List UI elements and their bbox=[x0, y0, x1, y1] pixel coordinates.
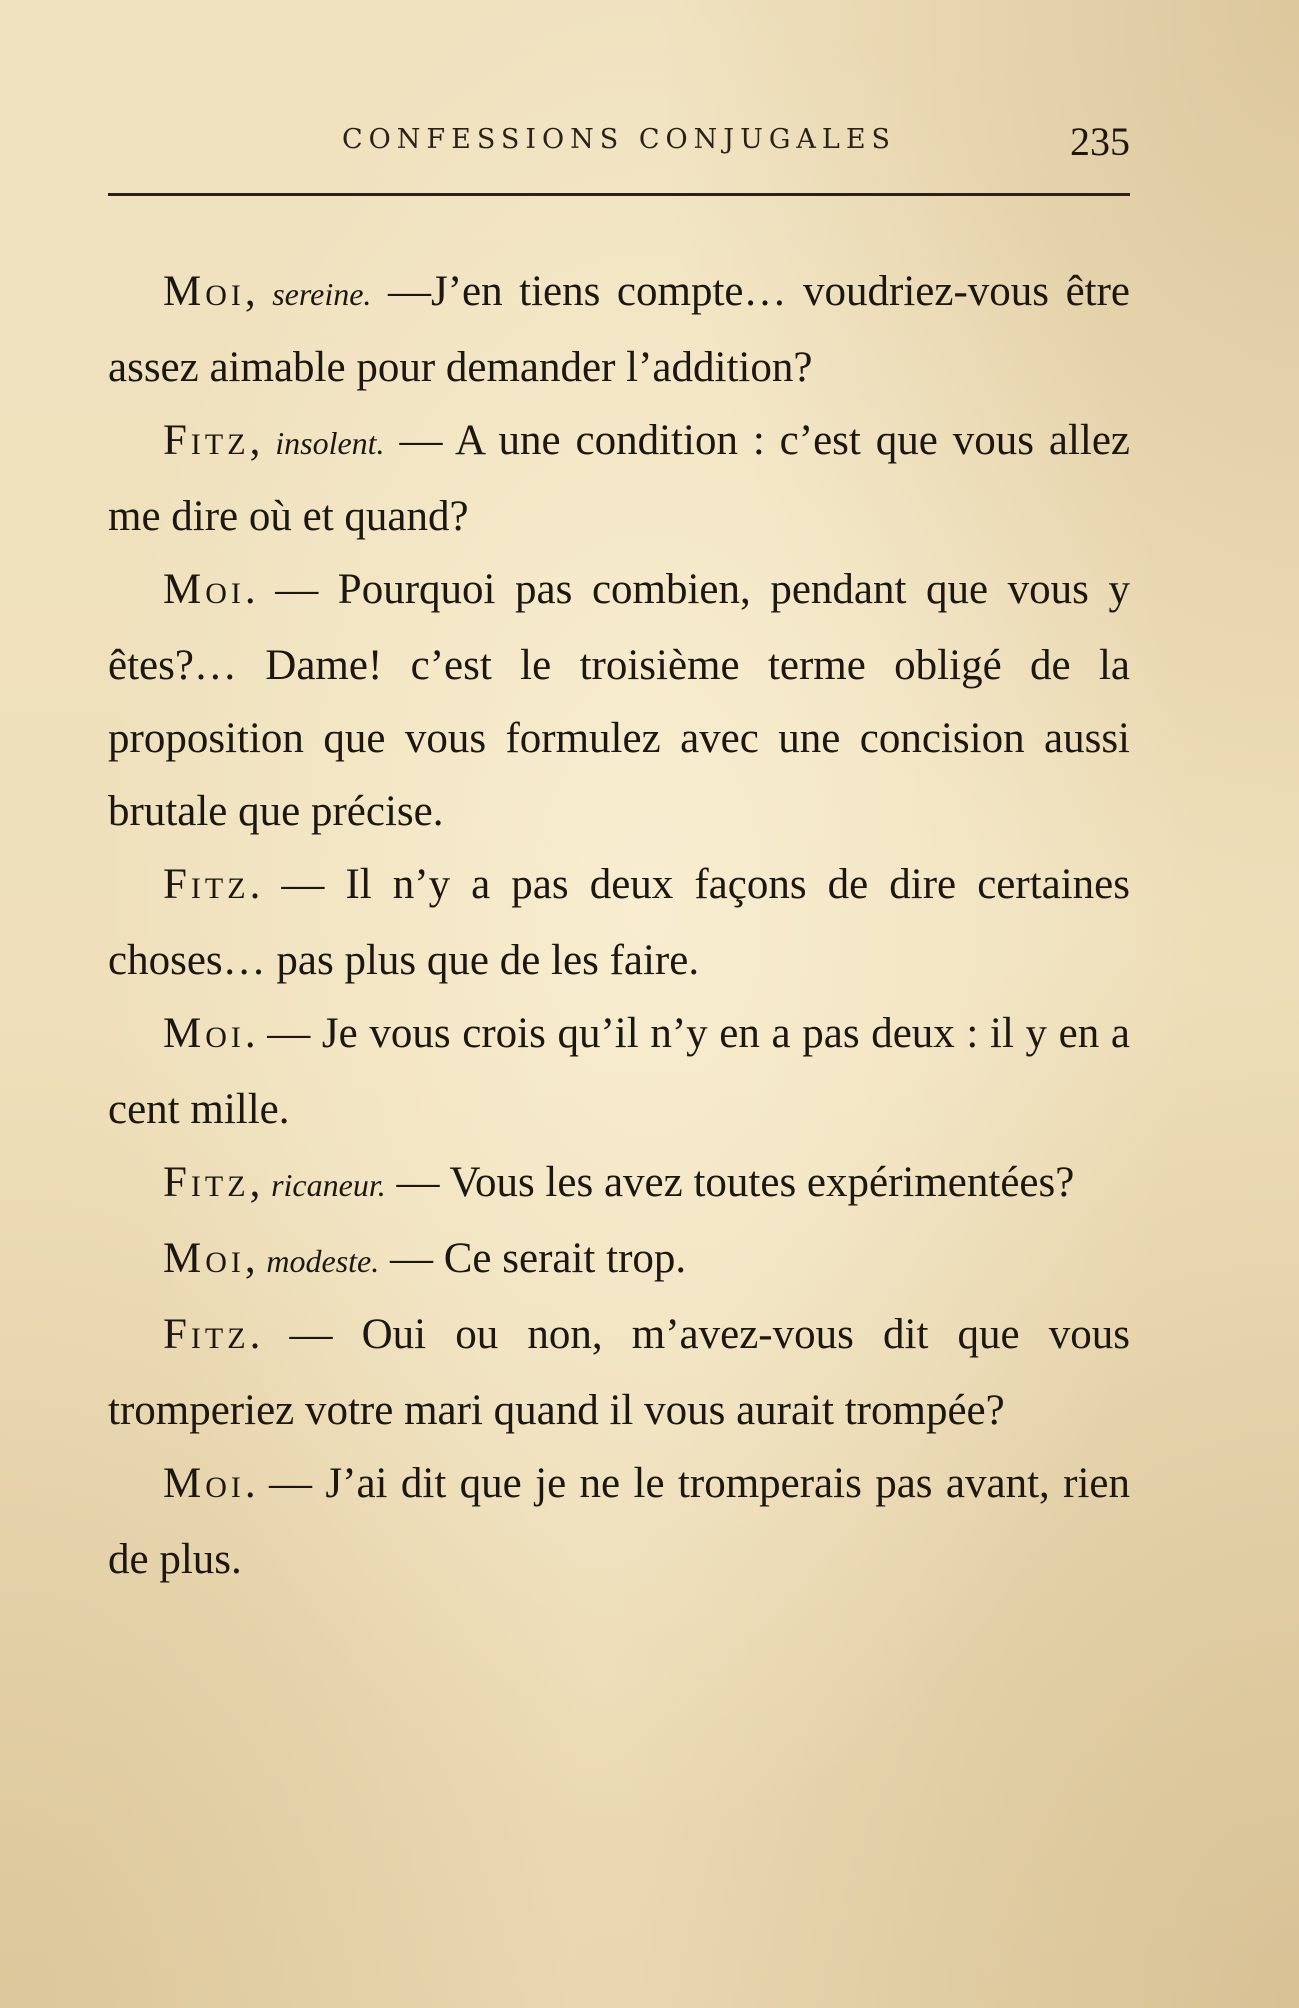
paragraph bbox=[108, 553, 1130, 848]
separator: , bbox=[249, 1159, 272, 1206]
speaker-name: Fitz bbox=[163, 417, 250, 464]
paragraph bbox=[108, 255, 1130, 404]
page-header bbox=[108, 118, 1130, 168]
stage-direction: modeste. bbox=[266, 1243, 380, 1279]
speaker-name: Fitz bbox=[163, 861, 250, 908]
separator: , bbox=[244, 268, 273, 315]
speaker-name: Moi bbox=[163, 1460, 245, 1507]
speaker-name: Moi bbox=[163, 1235, 245, 1282]
dialogue-text: . — Il n’y a pas deux façons de dire certaines choses… pas plus que de les faire. bbox=[108, 861, 1130, 984]
paragraph bbox=[108, 1222, 1130, 1298]
dialogue-text: . — Pourquoi pas combien, pendant que vous y êtes?… Dame! c’est le troisième terme obligé de la proposition que vous formulez avec une concision aussi brutale que précise. bbox=[108, 566, 1130, 835]
body-text bbox=[108, 255, 1130, 1596]
page-number: 235 bbox=[1070, 119, 1130, 164]
separator: , bbox=[244, 1235, 267, 1282]
separator: , bbox=[249, 417, 276, 464]
dialogue-text: . — J’ai dit que je ne le tromperais pas avant, rien de plus. bbox=[108, 1460, 1130, 1583]
speaker-name: Moi bbox=[163, 268, 245, 315]
stage-direction: ricaneur. bbox=[271, 1167, 386, 1203]
dialogue-text: . — Oui ou non, m’avez-vous dit que vous tromperiez votre mari quand il vous aurait trompée? bbox=[108, 1311, 1130, 1434]
speaker-name: Moi bbox=[163, 566, 245, 613]
running-title: CONFESSIONS CONJUGALES bbox=[341, 124, 897, 155]
stage-direction: insolent. bbox=[275, 425, 385, 461]
dialogue-text: . — Je vous crois qu’il n’y en a pas deux : il y en a cent mille. bbox=[108, 1010, 1130, 1133]
paragraph bbox=[108, 1447, 1130, 1596]
speaker-name: Fitz bbox=[163, 1311, 250, 1358]
stage-direction: sereine. bbox=[272, 276, 372, 312]
paragraph bbox=[108, 1146, 1130, 1222]
paragraph bbox=[108, 997, 1130, 1146]
dialogue-text: — A une condition : c’est que vous allez me dire où et quand? bbox=[108, 417, 1131, 540]
speaker-name: Fitz bbox=[163, 1159, 250, 1206]
header-rule bbox=[108, 193, 1130, 196]
dialogue-text: —J’en tiens compte… voudriez-vous être assez aimable pour demander l’addition? bbox=[108, 268, 1131, 391]
paragraph bbox=[108, 848, 1130, 997]
dialogue-text: — Ce serait trop. bbox=[379, 1235, 687, 1282]
paragraph bbox=[108, 1298, 1130, 1447]
dialogue-text: — Vous les avez toutes expérimentées? bbox=[385, 1159, 1075, 1206]
paragraph bbox=[108, 404, 1130, 553]
speaker-name: Moi bbox=[163, 1010, 245, 1057]
